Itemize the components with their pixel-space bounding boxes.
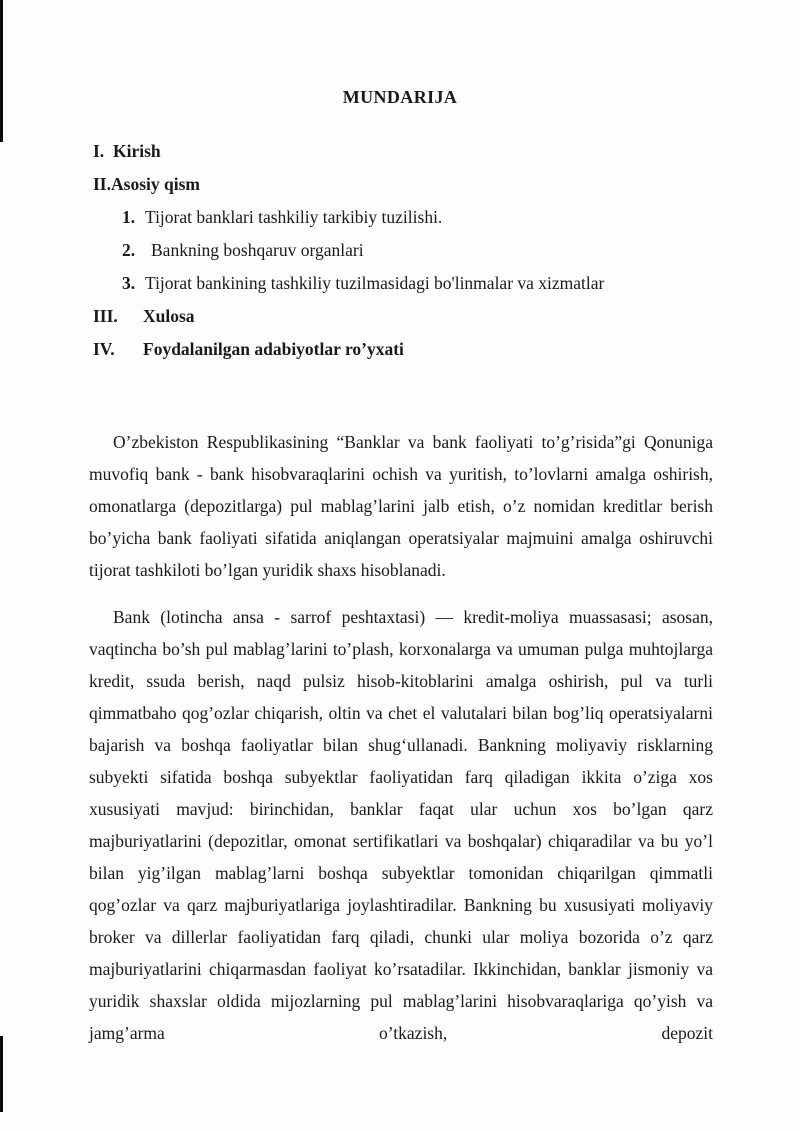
toc-item-label: Tijorat bankining tashkiliy tuzilmasidagi bo'linmalar va xizmatlar (145, 273, 605, 293)
toc-section-adabiyotlar (0, 333, 800, 366)
toc-item-3 (0, 267, 800, 300)
toc-roman-numeral: I. (93, 141, 105, 161)
paragraph-bank-definition: O’zbekiston Respublikasining “Banklar va bank faoliyati to’g’risida”gi Qonuniga muvofiq bank - bank hisobvaraqlarini ochish va yuritish, to’lovlarni amalga oshirish, omonatlarga (depozitlarga) pul mablag’larini jalb etish, o’z nomidan kreditlar berish bo’yicha bank faoliyati sifatida aniqlangan operatsiyalar majmuini amalga oshiruvchi tijorat tashkiloti bo’lgan yuridik shaxs hisoblanadi. (89, 432, 713, 580)
toc-item-2 (0, 234, 800, 267)
scan-artifact-left-top (0, 0, 3, 142)
toc-roman-numeral: II. (93, 174, 111, 194)
toc-item-label: Bankning boshqaruv organlari (151, 240, 364, 260)
table-of-contents (0, 135, 800, 366)
paragraph-bank-description: Bank (lotincha ansa - sarrof peshtaxtasi) — kredit-moliya muassasasi; asosan, vaqtincha bo’sh pul mablag’larini to’plash, korxonalarga va umuman pulga muhtojlarga kredit, ssuda berish, naqd pulsiz hisob-kitoblarini amalga oshirish, pul va turli qimmatbaho qog’ozlar chiqarish, oltin va chet el valutalari bilan bog’liq operatsiyalarni bajarish va boshqa faoliyatlar bilan shug‘ullanadi. Bankning moliyaviy risklarning subyekti sifatida boshqa subyektlar faoliyatidan farq qiladigan ikkita o’ziga xos xususiyati mavjud: birinchidan, banklar faqat ular uchun xos bo’lgan qarz majburiyatlarini (depozitlar, omonat sertifikatlari va boshqalar) chiqaradilar va bu yo’l bilan yig’ilgan mablag’larni boshqa subyektlar tomonidan chiqarilgan qimmatli qog’ozlar va qarz majburiyatlariga joylashtiradilar. Bankning bu xususiyati moliyaviy broker va dillerlar faoliyatidan farq qiladi, chunki ular moliya bozorida o’z qarz majburiyatlarini chiqarmasdan faoliyat ko’rsatadilar. Ikkinchidan, banklar jismoniy va yuridik shaxslar oldida mijozlarning pul mablag’larini hisobvaraqlariga qo’yish va jamg’arma o’tkazish, depozit (89, 607, 713, 1043)
toc-roman-numeral: IV. (93, 339, 115, 359)
toc-section-xulosa (0, 300, 800, 333)
toc-item-label: Tijorat banklari tashkiliy tarkibiy tuzilishi. (145, 207, 443, 227)
toc-item-number: 1. (122, 207, 136, 227)
toc-item-number: 3. (122, 273, 136, 293)
toc-section-asosiy-qism (0, 168, 800, 201)
toc-section-kirish (0, 135, 800, 168)
toc-item-number: 2. (122, 240, 136, 260)
toc-roman-numeral: III. (93, 306, 118, 326)
toc-section-label: Foydalanilgan adabiyotlar ro’yxati (143, 339, 404, 359)
toc-section-label: Asosiy qism (111, 174, 200, 194)
page-title: MUNDARIJA (342, 87, 458, 107)
scan-artifact-left-bottom (0, 1036, 3, 1112)
toc-section-label: Kirish (113, 141, 161, 161)
toc-item-1 (0, 201, 800, 234)
toc-section-label: Xulosa (143, 306, 195, 326)
